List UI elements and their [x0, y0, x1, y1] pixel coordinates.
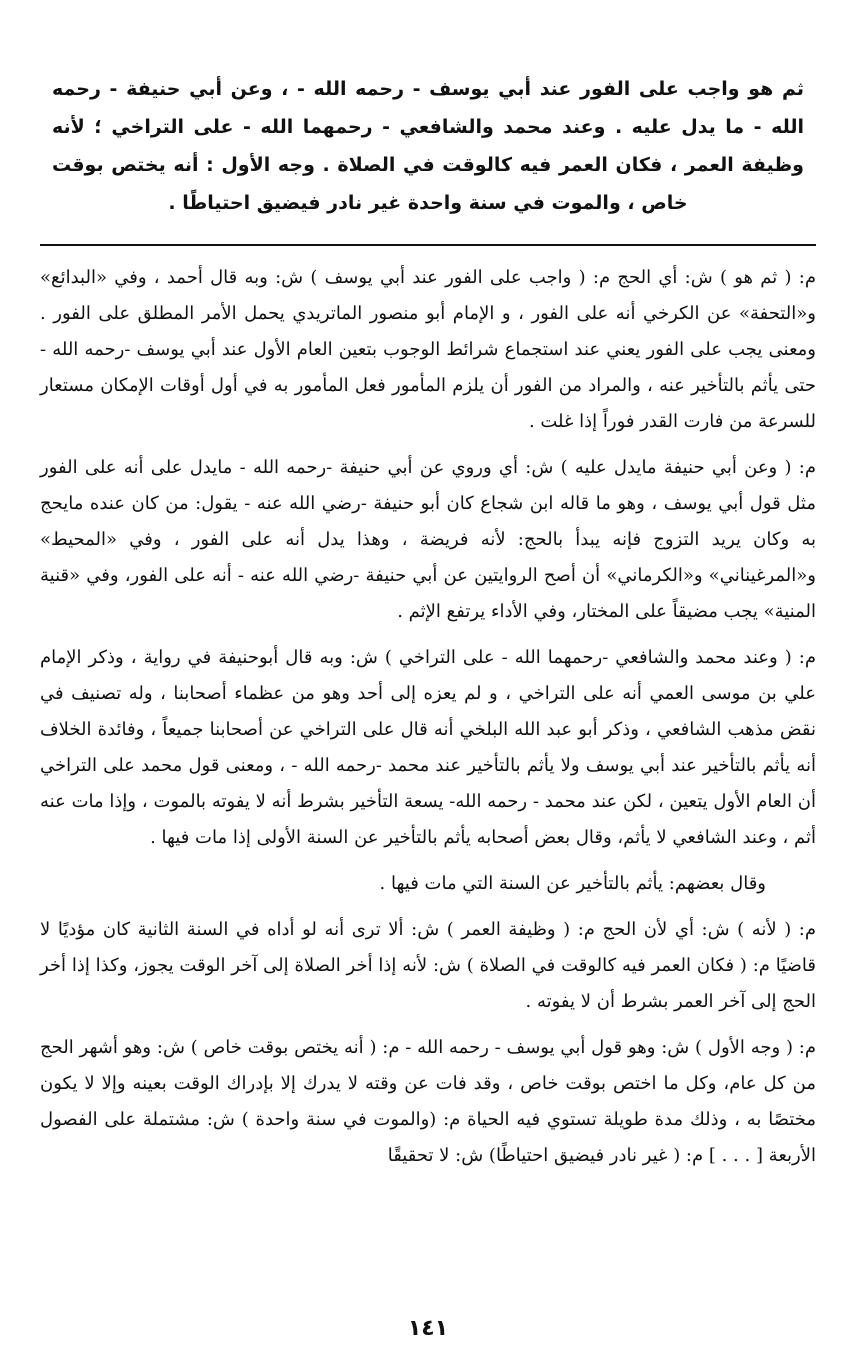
separator-line: [40, 244, 816, 246]
matn-text: ثم هو واجب على الفور عند أبي يوسف - رحمه الله - ، وعن أبي حنيفة - رحمه الله - ما يدل عليه . وعند محمد والشافعي - رحمهما الله - على التراخي ؛ لأنه وظيفة العمر ، فكان العمر فيه كالوقت في الصلاة . وجه الأول : أنه يختص بوقت خاص ، والموت في سنة واحدة غير نادر فيضيق احتياطًا .: [52, 78, 804, 214]
commentary-paragraph-4: وقال بعضهم: يأثم بالتأخير عن السنة التي مات فيها .: [379, 873, 766, 894]
commentary-paragraph-3: م: ( وعند محمد والشافعي -رحمهما الله - على التراخي ) ش: وبه قال أبوحنيفة في رواية ، وذكر الإمام علي بن موسى العمي أنه على التراخي ، و لم يعزه إلى أحد وهو من عظماء أصحابنا ، وله تصنيف في نقض مذهب الشافعي ، وذكر أبو عبد الله البلخي أنه قال على التراخي عن أصحابنا جميعاً ، وفائدة الخلاف أنه يأثم بالتأخير عند أبي يوسف ولا يأثم بالتأخير عند محمد -رحمه الله - ، ومعنى قول محمد على التراخي أن العام الأول يتعين ، لكن عند محمد - رحمه الله- يسعة التأخير بشرط أنه لا يفوته بالموت ، وإذا مات عنه أثم ، وعند الشافعي لا يأثم، وقال بعض أصحابه يأثم بالتأخير عن السنة الأولى إذا مات فيها .: [40, 647, 816, 848]
commentary-paragraph-1: م: ( ثم هو ) ش: أي الحج م: ( واجب على الفور عند أبي يوسف ) ش: وبه قال أحمد ، وفي «البدائع» و«التحفة» عن الكرخي أنه على الفور ، و الإمام أبو منصور الماتريدي يحمل الأمر المطلق على الفور . ومعنى يجب على الفور يعني عند استجماع شرائط الوجوب بتعين العام الأول عند أبي يوسف -رحمه الله - حتى يأثم بالتأخير عنه ، والمراد من الفور أن يلزم المأمور فعل المأمور به في أول أوقات الإمكان مستعار للسرعة من فارت القدر فوراً إذا غلت .: [40, 267, 816, 432]
commentary-paragraph-5: م: ( لأنه ) ش: أي لأن الحج م: ( وظيفة العمر ) ش: ألا ترى أنه لو أداه في السنة الثانية كان مؤديًا لا قاضيًا م: ( فكان العمر فيه كالوقت في الصلاة ) ش: لأنه إذا أخر الصلاة إلى آخر الوقت يجوز، وكذا إذا أخر الحج إلى آخر العمر بشرط أن لا يفوته .: [40, 919, 816, 1012]
commentary-paragraph-6: م: ( وجه الأول ) ش: وهو قول أبي يوسف - رحمه الله - م: ( أنه يختص بوقت خاص ) ش: وهو أشهر الحج من كل عام، وكل ما اختص بوقت خاص ، وقد فات عن وقته لا يدرك إلا بإدراك الوقت بعينه وإلا لا يكون مختصًا به ، وذلك مدة طويلة تستوي فيه الحياة م: (والموت في سنة واحدة ) ش: مشتملة على الفصول الأربعة [ . . . ] م: ( غير نادر فيضيق احتياطًا) ش: لا تحقيقًا: [40, 1037, 816, 1166]
page-number: ١٤١: [407, 1316, 449, 1341]
commentary: [40, 260, 816, 1174]
commentary-paragraph-2: م: ( وعن أبي حنيفة مايدل عليه ) ش: أي وروي عن أبي حنيفة -رحمه الله - مايدل على أنه على الفور مثل قول أبي يوسف ، وهو ما قاله ابن شجاع كان أبو حنيفة -رضي الله عنه - يقول: من كان عنده مايحج به وكان يريد التزوج فإنه يبدأ بالحج: لأنه فريضة ، وهذا يدل أنه على الفور ، وفي «المحيط» و«المرغيناني» و«الكرماني» أن أصح الروايتين عن أبي حنيفة -رضي الله عنه - أنه على الفور، وفي «قنية المنية» يجب مضيقاً على المختار، وفي الأداء يرتفع الإثم .: [40, 457, 816, 622]
